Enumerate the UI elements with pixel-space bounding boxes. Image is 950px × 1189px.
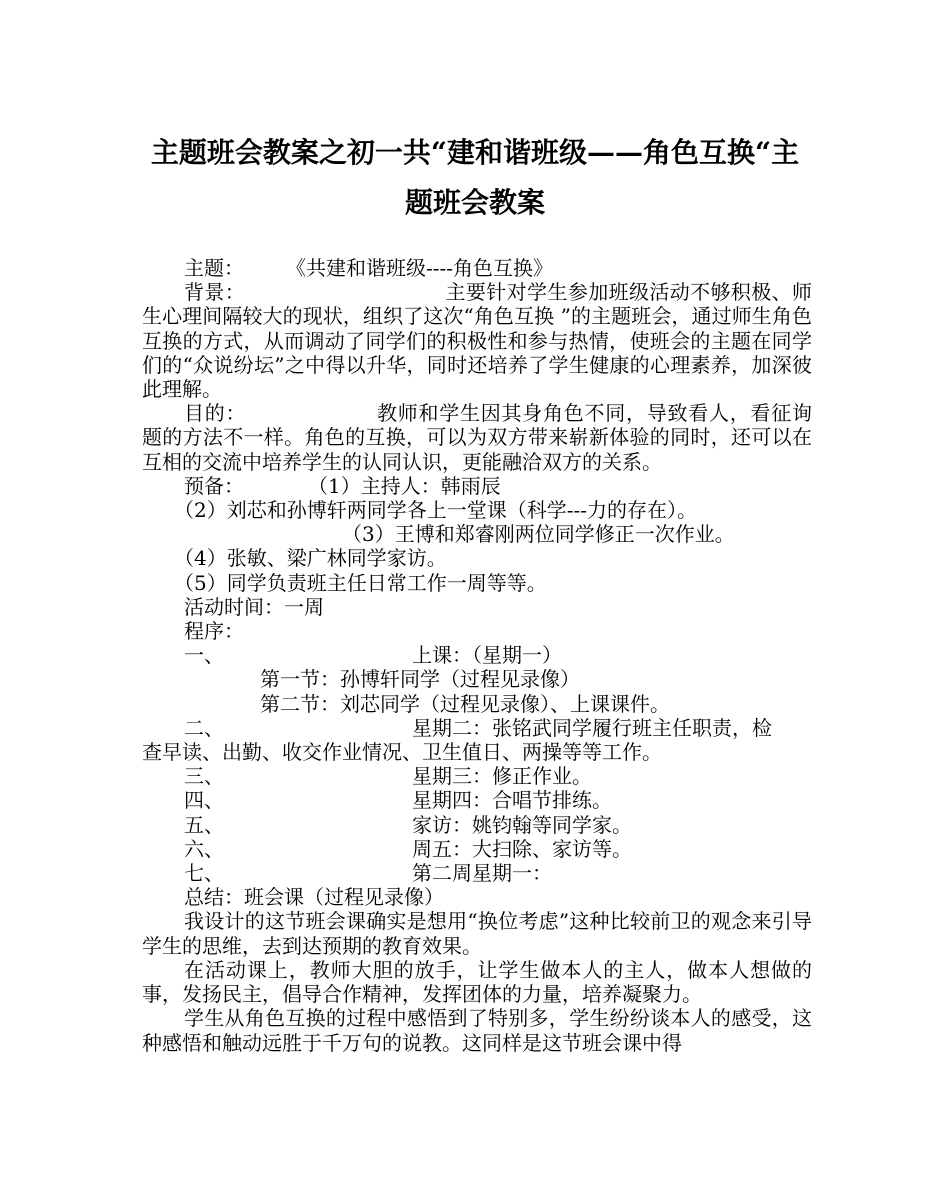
paragraph-1: 我设计的这节班会课确实是想用“换位考虑”这种比较前卫的观念来引导学生的思维，去到达预期的教育效果。 (142, 909, 812, 958)
step-3-text: 星期三：修正作业。 (412, 764, 592, 789)
step-1-num: 一、 (184, 643, 224, 668)
lesson-2: 第二节：刘芯同学（过程见录像）、上课课件。 (260, 691, 670, 716)
step-5-num: 五、 (184, 812, 224, 837)
title-line-1: 主题班会教案之初一共“建和谐班级——角色互换“主 (150, 136, 800, 169)
step-2-continued: 查早读、出勤、收交作业情况、卫生值日、两操等等工作。 (142, 740, 662, 765)
purpose-text: 教师和学生因其身角色不同，导致看人，看征询题的方法不一样。角色的互换，可以为双方带来崭新体验的同时，还可以在互相的交流中培养学生的认同认识，更能融洽双方的关系。 (142, 401, 812, 474)
step-7-num: 七、 (184, 861, 224, 886)
page-title (130, 128, 820, 228)
purpose-label: 目的： (184, 401, 247, 426)
step-4-num: 四、 (184, 788, 224, 813)
background-text: 主要针对学生参加班级活动不够积极、师生心理间隔较大的现状，组织了这次“角色互换 ”的主题班会，通过师生角色互换的方式，从而调动了同学们的积极性和参与热情，使班会的主题在同学们的“众说纷坛”之中得以升华，同时还培养了学生健康的心理素养，加深彼此理解。 (142, 280, 812, 402)
step-2-text: 星期二：张铭武同学履行班主任职责，检 (412, 715, 772, 740)
procedure-label: 程序： (184, 619, 244, 644)
document-body (142, 256, 812, 1055)
theme-line (142, 256, 812, 280)
step-4 (142, 788, 812, 812)
theme-label: 主题： (184, 256, 244, 280)
step-1-text: 上课：（星期一） (412, 643, 562, 668)
step-2 (142, 716, 812, 740)
step-5-text: 家访：姚钧翰等同学家。 (412, 812, 632, 837)
step-7-text: 第二周星期一： (412, 861, 552, 886)
step-3 (142, 764, 812, 788)
prep-item-4: （4）张敏、梁广林同学家访。 (174, 546, 447, 571)
step-7 (142, 861, 812, 885)
step-6 (142, 837, 812, 861)
prep-label: 预备： (184, 473, 244, 498)
step-6-num: 六、 (184, 836, 224, 861)
step-3-num: 三、 (184, 764, 224, 789)
step-1 (142, 643, 812, 667)
activity-time: 活动时间：一周 (184, 594, 324, 619)
prep-line (142, 474, 812, 498)
background-label: 背景： (184, 280, 246, 305)
step-4-text: 星期四：合唱节排练。 (412, 788, 612, 813)
paragraph-3: 学生从角色互换的过程中感悟到了特别多，学生纷纷谈本人的感受，这种感悟和触动远胜于千万句的说教。这同样是这节班会课中得 (142, 1006, 812, 1055)
background-paragraph (142, 280, 812, 401)
prep-item-5: （5）同学负责班主任日常工作一周等等。 (174, 570, 547, 595)
purpose-paragraph (142, 401, 812, 474)
prep-item-3: （3）王博和郑睿刚两位同学修正一次作业。 (342, 522, 735, 547)
step-5 (142, 813, 812, 837)
paragraph-2: 在活动课上，教师大胆的放手，让学生做本人的主人，做本人想做的事，发扬民主，倡导合作精神，发挥团体的力量，培养凝聚力。 (142, 957, 812, 1007)
step-6-text: 周五：大扫除、家访等。 (412, 836, 632, 861)
theme-value: 《共建和谐班级----角色互换》 (286, 256, 554, 280)
prep-item-1: （1）主持人：韩雨辰 (308, 473, 501, 498)
title-line-2: 题班会教案 (404, 186, 545, 219)
step-2-num: 二、 (184, 715, 224, 740)
summary-line: 总结：班会课（过程见录像） (184, 885, 444, 910)
prep-item-2: （2）刘芯和孙博轩两同学各上一堂课（科学---力的存在）。 (174, 498, 697, 523)
lesson-1: 第一节：孙博轩同学（过程见录像） (260, 667, 580, 692)
